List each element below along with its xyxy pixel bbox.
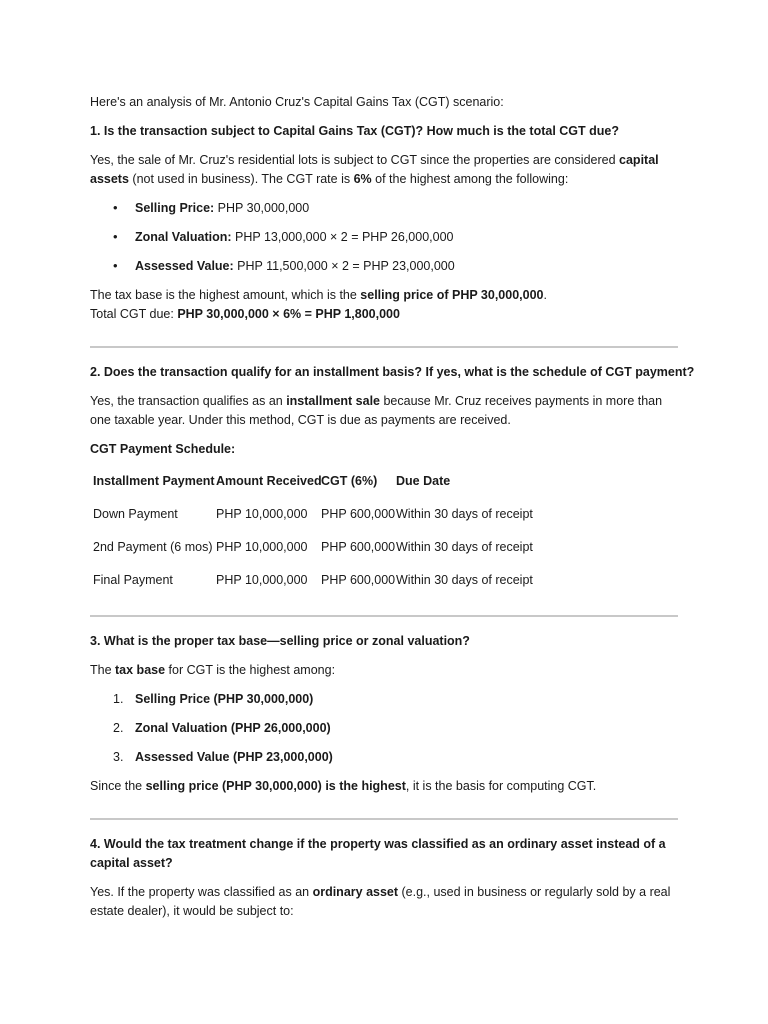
list-number: 2. — [113, 721, 124, 735]
q1-text: (not used in business). The CGT rate is — [128, 172, 354, 186]
bullet-icon: • — [113, 229, 118, 244]
q1-tax-base-line — [90, 287, 547, 303]
q2-text: Yes, the transaction qualifies as an — [90, 394, 287, 408]
table-header-cgt: CGT (6%) — [321, 474, 378, 488]
bullet-label: Assessed Value: — [135, 259, 234, 273]
list-number: 3. — [113, 750, 124, 764]
table-cell: PHP 10,000,000 — [216, 540, 308, 554]
q1-heading: 1. Is the transaction subject to Capital Gains Tax (CGT)? How much is the total CGT due? — [90, 124, 619, 138]
bullet-value: PHP 11,500,000 × 2 = PHP 23,000,000 — [233, 259, 455, 273]
q4-heading-line-2: capital asset? — [90, 856, 173, 870]
q1-bold-assets: assets — [90, 172, 129, 186]
table-cell: PHP 600,000 — [321, 573, 396, 587]
q1-text: . — [543, 288, 547, 302]
q3-bold-tax-base: tax base — [115, 663, 166, 677]
q1-text: Yes, the sale of Mr. Cruz's residential lots is subject to CGT since the properties are considered — [90, 153, 620, 167]
table-cell: Within 30 days of receipt — [396, 507, 533, 521]
divider — [90, 346, 678, 348]
q2-bold-installment: installment sale — [286, 394, 380, 408]
table-cell: PHP 600,000 — [321, 540, 396, 554]
table-cell: Down Payment — [93, 507, 178, 521]
table-cell: PHP 600,000 — [321, 507, 396, 521]
q2-heading: 2. Does the transaction qualify for an installment basis? If yes, what is the schedule of CGT payment? — [90, 365, 695, 379]
q1-paragraph-line-2 — [90, 171, 568, 187]
q1-bold-total: PHP 30,000,000 × 6% = PHP 1,800,000 — [177, 307, 400, 321]
q2-paragraph-line-2: one taxable year. Under this method, CGT is due as payments are received. — [90, 413, 511, 427]
table-cell: Within 30 days of receipt — [396, 540, 533, 554]
table-cell: Final Payment — [93, 573, 173, 587]
q3-paragraph — [90, 662, 335, 678]
q1-text: The tax base is the highest amount, which is the — [90, 288, 361, 302]
q1-text: of the highest among the following: — [371, 172, 569, 186]
q1-text: Total CGT due: — [90, 307, 178, 321]
bullet-icon: • — [113, 258, 118, 273]
q3-conclusion — [90, 778, 596, 794]
q3-text: for CGT is the highest among: — [165, 663, 336, 677]
bullet-label: Zonal Valuation: — [135, 230, 232, 244]
table-header-amount: Amount Received — [216, 474, 322, 488]
q4-bold-ordinary-asset: ordinary asset — [312, 885, 399, 899]
table-header-installment: Installment Payment — [93, 474, 215, 488]
list-item-selling-price: Selling Price (PHP 30,000,000) — [135, 692, 314, 706]
bullet-selling-price — [135, 200, 309, 216]
q1-bold-rate: 6% — [353, 172, 372, 186]
bullet-value: PHP 30,000,000 — [214, 201, 310, 215]
q4-paragraph-line-2: estate dealer), it would be subject to: — [90, 904, 294, 918]
q1-paragraph-line-1 — [90, 152, 659, 168]
bullet-assessed-value — [135, 258, 455, 274]
q2-paragraph-line-1 — [90, 393, 662, 409]
list-number: 1. — [113, 692, 124, 706]
table-cell: PHP 10,000,000 — [216, 573, 308, 587]
schedule-title: CGT Payment Schedule: — [90, 442, 236, 456]
q3-text: , it is the basis for computing CGT. — [405, 779, 597, 793]
q1-bold-capital: capital — [619, 153, 659, 167]
divider — [90, 615, 678, 617]
q4-text: (e.g., used in business or regularly sold by a real — [398, 885, 671, 899]
table-cell: PHP 10,000,000 — [216, 507, 308, 521]
bullet-label: Selling Price: — [135, 201, 215, 215]
q3-heading: 3. What is the proper tax base—selling price or zonal valuation? — [90, 634, 470, 648]
q1-total-cgt-line — [90, 306, 400, 322]
intro-text: Here's an analysis of Mr. Antonio Cruz's Capital Gains Tax (CGT) scenario: — [90, 95, 504, 109]
bullet-icon: • — [113, 200, 118, 215]
q3-bold-highest: selling price (PHP 30,000,000) is the highest — [145, 779, 406, 793]
q3-text: Since the — [90, 779, 146, 793]
table-header-due-date: Due Date — [396, 474, 451, 488]
table-cell: 2nd Payment (6 mos) — [93, 540, 213, 554]
list-item-zonal-valuation: Zonal Valuation (PHP 26,000,000) — [135, 721, 331, 735]
bullet-zonal-valuation — [135, 229, 453, 245]
list-item-assessed-value: Assessed Value (PHP 23,000,000) — [135, 750, 333, 764]
q1-bold-selling-price: selling price of PHP 30,000,000 — [360, 288, 544, 302]
q2-text: because Mr. Cruz receives payments in more than — [380, 394, 663, 408]
bullet-value: PHP 13,000,000 × 2 = PHP 26,000,000 — [231, 230, 454, 244]
q3-text: The — [90, 663, 116, 677]
divider — [90, 818, 678, 820]
table-cell: Within 30 days of receipt — [396, 573, 533, 587]
q4-paragraph-line-1 — [90, 884, 670, 900]
q4-text: Yes. If the property was classified as an — [90, 885, 313, 899]
q4-heading-line-1: 4. Would the tax treatment change if the property was classified as an ordinary asset instead of a — [90, 837, 666, 851]
